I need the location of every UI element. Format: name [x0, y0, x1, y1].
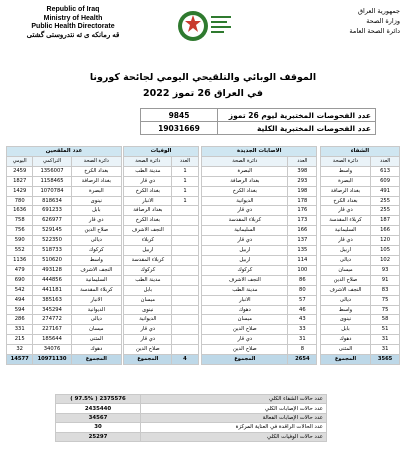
col-header: التراكمي: [33, 156, 71, 166]
table-cell: مدينة الطب: [202, 285, 288, 295]
total-tests-value: 19031669: [141, 122, 218, 135]
table-row: [7, 345, 400, 355]
table-cell: 756: [7, 226, 33, 236]
table-cell: 93: [371, 265, 400, 275]
table-cell: صلاح الدين: [202, 325, 288, 335]
table-cell: 31: [288, 335, 317, 345]
table-row: [7, 226, 400, 236]
page-subtitle: في العراق 26 تموز 2022: [143, 88, 263, 99]
ministry-logo: [173, 6, 235, 46]
table-cell: 51: [371, 325, 400, 335]
table-cell: نينوى: [71, 196, 121, 206]
table-cell: [172, 315, 198, 325]
table-cell: النجف الاشرف: [71, 265, 121, 275]
table-cell: ميسان: [320, 265, 370, 275]
table-cell: 286: [7, 315, 33, 325]
total-tests-label: عدد الفحوصات المختبرية الكلية: [218, 122, 376, 135]
table-cell: بغداد الكرخ: [71, 166, 121, 176]
table-cell: الديوانية: [124, 315, 172, 325]
table-cell: 57: [288, 295, 317, 305]
table-cell: 518733: [33, 246, 71, 256]
table-cell: 43: [288, 315, 317, 325]
table-row: [7, 285, 400, 295]
vaccinated-header: عدد الملقحين: [7, 147, 122, 157]
table-cell: ذي قار: [202, 335, 288, 345]
table-cell: 293: [288, 176, 317, 186]
table-cell: 542: [7, 285, 33, 295]
table-row: [7, 295, 400, 305]
table-cell: اربيل: [202, 255, 288, 265]
table-row: [7, 335, 400, 345]
table-cell: بغداد الكرخ: [202, 186, 288, 196]
table-cell: 626977: [33, 216, 71, 226]
table-cell: 14577: [7, 355, 33, 365]
summary-label: عدد حالات الإصابات الكلي: [141, 404, 327, 413]
table-cell: 46: [288, 305, 317, 315]
table-cell: [172, 216, 198, 226]
summary-row: [56, 395, 327, 404]
table-cell: 1: [172, 166, 198, 176]
table-row: [7, 265, 400, 275]
table-cell: 613: [371, 166, 400, 176]
table-cell: السليمانية: [202, 226, 288, 236]
table-cell: واسط: [71, 255, 121, 265]
table-cell: كربلاء المقدسة: [71, 285, 121, 295]
table-cell: 1: [172, 176, 198, 186]
table-cell: 227167: [33, 325, 71, 335]
table-cell: 1429: [7, 186, 33, 196]
table-cell: 1: [172, 196, 198, 206]
table-cell: 105: [371, 246, 400, 256]
summary-table: [55, 394, 327, 442]
table-cell: 552: [7, 246, 33, 256]
table-cell: 1: [172, 186, 198, 196]
table-cell: المجموع: [124, 355, 172, 365]
table-cell: كربلاء: [124, 236, 172, 246]
table-cell: ذي قار: [124, 325, 172, 335]
col-header: العدد: [288, 156, 317, 166]
table-cell: 331: [7, 325, 33, 335]
table-cell: ذي قار: [202, 236, 288, 246]
table-cell: المجموع: [202, 355, 288, 365]
header-en-line: Public Health Directorate: [31, 23, 115, 30]
header-en-line: قه رمانكه ى ئه نتدروستى گشتى: [26, 31, 120, 39]
table-cell: 494: [7, 295, 33, 305]
table-cell: 385163: [33, 295, 71, 305]
table-cell: بغداد الكرخ: [124, 186, 172, 196]
table-cell: 173: [288, 216, 317, 226]
table-row: [7, 255, 400, 265]
table-cell: 398: [288, 166, 317, 176]
summary-row: [56, 423, 327, 432]
table-cell: 114: [288, 255, 317, 265]
table-cell: صلاح الدين: [124, 345, 172, 355]
table-cell: 4: [172, 355, 198, 365]
table-row: [7, 206, 400, 216]
summary-label: عدد حالات الإصابات الفعالة: [141, 413, 327, 422]
table-row: [7, 315, 400, 325]
table-cell: 529145: [33, 226, 71, 236]
table-row: [7, 186, 400, 196]
totals-row: [7, 355, 400, 365]
table-cell: 609: [371, 176, 400, 186]
table-cell: 80: [288, 285, 317, 295]
table-cell: النجف الاشرف: [320, 285, 370, 295]
daily-tests-label: عدد الفحوصات المختبرية ليوم 26 تموز: [218, 109, 376, 122]
table-cell: دهوك: [320, 335, 370, 345]
table-cell: كركوك: [202, 265, 288, 275]
header-ar-line: جمهورية العراق: [358, 7, 400, 15]
table-cell: 178: [288, 196, 317, 206]
col-header: العدد: [371, 156, 400, 166]
table-cell: 187: [371, 216, 400, 226]
table-cell: 100: [288, 265, 317, 275]
section-header-row: [7, 147, 400, 157]
table-cell: ميسان: [71, 325, 121, 335]
table-cell: بغداد الرصافة: [124, 206, 172, 216]
table-cell: 1827: [7, 176, 33, 186]
table-cell: ديالى: [71, 236, 121, 246]
table-cell: 86: [288, 275, 317, 285]
table-cell: 690: [7, 275, 33, 285]
table-cell: بغداد الرصافة: [320, 186, 370, 196]
table-cell: 83: [371, 285, 400, 295]
table-cell: 75: [371, 295, 400, 305]
table-cell: ميسان: [124, 295, 172, 305]
header-en-line: Republic of Iraq: [46, 6, 100, 13]
table-cell: ذي قار: [124, 335, 172, 345]
table-cell: البصرة: [71, 186, 121, 196]
table-cell: 166: [288, 226, 317, 236]
column-header-row: [7, 156, 400, 166]
table-cell: بغداد الرصافة: [71, 176, 121, 186]
table-cell: 444856: [33, 275, 71, 285]
table-cell: بابل: [71, 206, 121, 216]
table-row: [7, 305, 400, 315]
table-cell: ذي قار: [320, 236, 370, 246]
summary-value: 34567: [56, 413, 141, 422]
summary-value: 25297: [56, 432, 141, 441]
table-cell: 510620: [33, 255, 71, 265]
table-row: [7, 325, 400, 335]
table-cell: بغداد الكرخ: [320, 196, 370, 206]
summary-value: 2435440: [56, 404, 141, 413]
table-cell: السليمانية: [320, 226, 370, 236]
table-cell: 58: [371, 315, 400, 325]
table-cell: المثنى: [320, 345, 370, 355]
table-cell: الانبار: [202, 295, 288, 305]
table-row: [7, 236, 400, 246]
table-cell: كربلاء المقدسة: [202, 216, 288, 226]
table-cell: 758: [7, 216, 33, 226]
table-cell: الانبار: [124, 196, 172, 206]
table-cell: صلاح الدين: [202, 345, 288, 355]
table-cell: اربيل: [202, 246, 288, 256]
table-cell: ذي قار: [202, 206, 288, 216]
table-cell: 166: [371, 226, 400, 236]
table-cell: المثنى: [71, 335, 121, 345]
table-cell: ذي قار: [124, 176, 172, 186]
table-cell: اربيل: [320, 246, 370, 256]
table-cell: بابل: [320, 325, 370, 335]
table-cell: [172, 285, 198, 295]
table-cell: 102: [371, 255, 400, 265]
table-cell: نينوى: [320, 315, 370, 325]
table-cell: 1070784: [33, 186, 71, 196]
table-cell: 32: [7, 345, 33, 355]
table-cell: البصرة: [320, 176, 370, 186]
table-cell: 590: [7, 236, 33, 246]
table-cell: كركوك: [124, 265, 172, 275]
summary-value: ( 97.5% ) 2375576: [56, 395, 141, 404]
table-cell: 255: [371, 206, 400, 216]
col-header: دائرة الصحة: [71, 156, 121, 166]
table-cell: 34076: [33, 345, 71, 355]
table-cell: واسط: [320, 305, 370, 315]
table-cell: ميسان: [202, 315, 288, 325]
table-cell: المجموع: [71, 355, 121, 365]
table-cell: كركوك: [71, 246, 121, 256]
table-cell: 31: [371, 345, 400, 355]
table-cell: 594: [7, 305, 33, 315]
table-cell: 185644: [33, 335, 71, 345]
table-cell: 137: [288, 236, 317, 246]
table-cell: 274772: [33, 315, 71, 325]
table-cell: بغداد الكرخ: [124, 216, 172, 226]
table-cell: نينوى: [124, 305, 172, 315]
table-cell: 780: [7, 196, 33, 206]
col-header: العدد: [172, 156, 198, 166]
table-cell: [172, 295, 198, 305]
table-cell: صلاح الدين: [71, 226, 121, 236]
table-cell: 1356007: [33, 166, 71, 176]
table-cell: 2459: [7, 166, 33, 176]
tests-info-table: [140, 108, 376, 135]
table-cell: السليمانية: [71, 275, 121, 285]
page-title: الموقف الوبائي والتلقيحي اليومي لجائحة كورونا: [89, 72, 317, 83]
table-cell: 135: [288, 246, 317, 256]
header-ar-line: دائرة الصحة العامة: [349, 27, 400, 35]
table-cell: 441181: [33, 285, 71, 295]
table-cell: 1136: [7, 255, 33, 265]
col-header: دائرة الصحة: [202, 156, 288, 166]
summary-row: [56, 413, 327, 422]
table-cell: الديوانية: [71, 305, 121, 315]
header-arabic: [290, 6, 400, 36]
daily-tests-value: 9845: [141, 109, 218, 122]
table-cell: دهوك: [202, 305, 288, 315]
table-cell: 176: [288, 206, 317, 216]
table-cell: بغداد الرصافة: [202, 176, 288, 186]
table-cell: [172, 345, 198, 355]
table-row: [7, 196, 400, 206]
table-cell: ذي قار: [320, 206, 370, 216]
col-header: اليومي: [7, 156, 33, 166]
recovered-header: الشفاء: [320, 147, 399, 157]
summary-label: عدد حالات الوفيات الكلي: [141, 432, 327, 441]
table-cell: [172, 325, 198, 335]
table-cell: 3565: [371, 355, 400, 365]
table-cell: المجموع: [320, 355, 370, 365]
info-row: [141, 109, 376, 122]
table-cell: ديالى: [320, 255, 370, 265]
table-cell: [172, 265, 198, 275]
table-cell: 493128: [33, 265, 71, 275]
table-cell: [172, 275, 198, 285]
table-row: [7, 275, 400, 285]
table-cell: 10971130: [33, 355, 71, 365]
table-cell: 818634: [33, 196, 71, 206]
table-cell: كربلاء المقدسة: [124, 255, 172, 265]
table-cell: 1158465: [33, 176, 71, 186]
table-cell: النجف الاشرف: [202, 275, 288, 285]
table-cell: ديالى: [71, 315, 121, 325]
table-row: [7, 166, 400, 176]
table-cell: [172, 226, 198, 236]
table-cell: 75: [371, 305, 400, 315]
table-cell: 255: [371, 196, 400, 206]
table-cell: كربلاء المقدسة: [320, 216, 370, 226]
summary-label: عدد الحالات الراقدة في العناية المركزة: [141, 423, 327, 432]
table-cell: البصرة: [202, 166, 288, 176]
table-row: [7, 216, 400, 226]
table-cell: صلاح الدين: [320, 275, 370, 285]
table-cell: [172, 305, 198, 315]
table-cell: دهوك: [71, 345, 121, 355]
summary-label: عدد حالات الشفاء الكلي: [141, 395, 327, 404]
table-cell: النجف الاشرف: [124, 226, 172, 236]
summary-value: 30: [56, 423, 141, 432]
summary-row: [56, 404, 327, 413]
table-cell: [172, 236, 198, 246]
table-cell: 31: [371, 335, 400, 345]
table-cell: 120: [371, 236, 400, 246]
table-cell: 522350: [33, 236, 71, 246]
table-cell: مدينة الطب: [124, 275, 172, 285]
main-table: [6, 146, 400, 365]
table-cell: واسط: [320, 166, 370, 176]
table-cell: ديالى: [320, 295, 370, 305]
table-cell: 91: [371, 275, 400, 285]
table-cell: مدينة الطب: [124, 166, 172, 176]
table-cell: 691233: [33, 206, 71, 216]
table-cell: اربيل: [124, 246, 172, 256]
table-cell: الانبار: [71, 295, 121, 305]
table-cell: 2654: [288, 355, 317, 365]
table-cell: 491: [371, 186, 400, 196]
header-ar-line: وزارة الصحة: [366, 17, 400, 25]
table-cell: 198: [288, 186, 317, 196]
table-cell: ذي قار: [71, 216, 121, 226]
table-cell: بابل: [124, 285, 172, 295]
table-cell: الديوانية: [202, 196, 288, 206]
col-header: دائرة الصحة: [320, 156, 370, 166]
header-english: [8, 6, 138, 40]
deaths-header: الوفيات: [124, 147, 198, 157]
table-cell: [172, 206, 198, 216]
col-header: دائرة الصحة: [124, 156, 172, 166]
table-cell: 8: [288, 345, 317, 355]
table-row: [7, 176, 400, 186]
table-cell: 33: [288, 325, 317, 335]
new-cases-header: الاصابات الجديدة: [202, 147, 317, 157]
table-cell: 479: [7, 265, 33, 275]
table-row: [7, 246, 400, 256]
info-row: [141, 122, 376, 135]
table-cell: 215: [7, 335, 33, 345]
table-cell: [172, 246, 198, 256]
header-en-line: Ministry of Health: [43, 14, 103, 22]
table-cell: [172, 255, 198, 265]
table-cell: [172, 335, 198, 345]
summary-row: [56, 432, 327, 441]
table-cell: 1636: [7, 206, 33, 216]
table-cell: 345294: [33, 305, 71, 315]
